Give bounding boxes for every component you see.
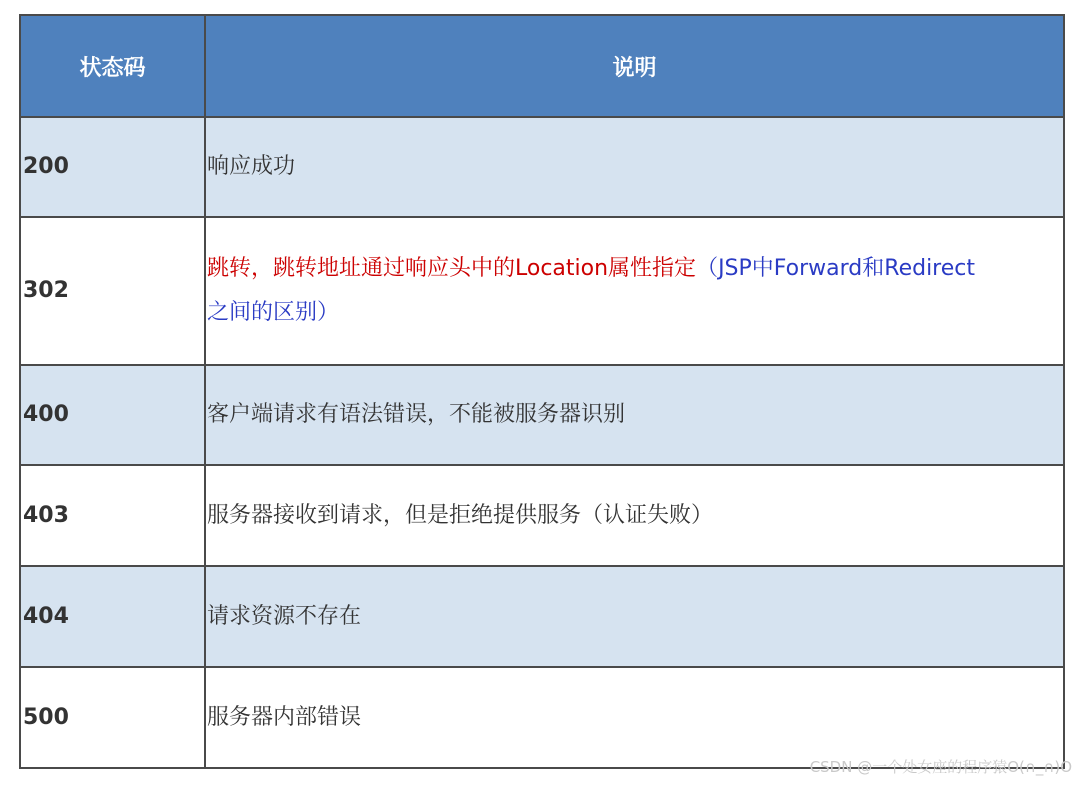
status-code-cell: 400 [20,365,205,465]
redirect-difference-note: Redirect之间的区别） [207,256,975,325]
description-cell: 响应成功 [205,117,1064,217]
description-cell: 服务器内部错误 [205,667,1064,768]
table-row-302 [20,217,1064,365]
csdn-watermark: CSDN @一个处女座的程序猿O(∩_∩)O [809,758,1072,776]
status-code-table [19,14,1065,769]
header-code: 状态码 [20,15,205,117]
description-cell: 请求资源不存在 [205,566,1064,667]
table-row-400 [20,365,1064,465]
jsp-forward-note: （JSP中Forward和 [696,256,885,281]
table-row-403 [20,465,1064,566]
header-description: 说明 [205,15,1064,117]
description-cell: 客户端请求有语法错误，不能被服务器识别 [205,365,1064,465]
status-code-cell: 404 [20,566,205,667]
status-code-cell: 403 [20,465,205,566]
status-code-cell: 302 [20,217,205,365]
description-cell: 服务器接收到请求，但是拒绝提供服务（认证失败） [205,465,1064,566]
table-header-row [20,15,1064,117]
description-cell [205,217,1064,365]
table-row-200 [20,117,1064,217]
status-code-cell: 200 [20,117,205,217]
status-code-cell: 500 [20,667,205,768]
redirect-description-text: 跳转，跳转地址通过响应头中的Location属性指定 [207,256,697,281]
table-row-404 [20,566,1064,667]
table-row-500 [20,667,1064,768]
